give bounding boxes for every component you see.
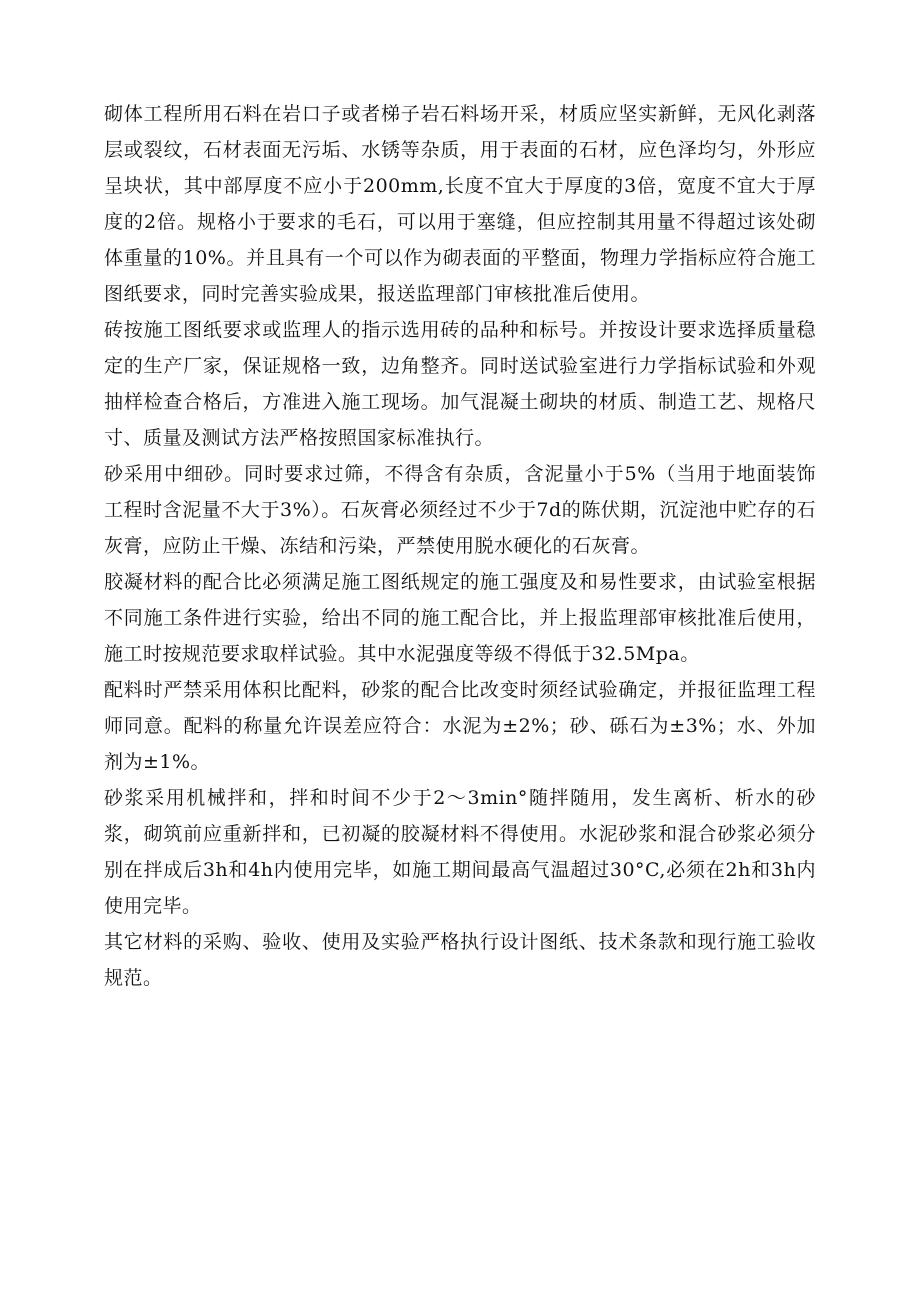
paragraph-other-materials: 其它材料的采购、验收、使用及实验严格执行设计图纸、技术条款和现行施工验收规范。 [104, 931, 816, 989]
paragraph-stone-materials: 砌体工程所用石料在岩口子或者梯子岩石料场开采，材质应坚实新鲜，无风化剥落层或裂纹，石材表面无污垢、水锈等杂质，用于表面的石材，应色泽均匀，外形应呈块状，其中部厚度不应小于200mm,长度不宜大于厚度的3倍，宽度不宜大于厚度的2倍。规格小于要求的毛石，可以用于塞缝，但应控制其用量不得超过该处砌体重量的10%。并且具有一个可以作为砌表面的平整面，物理力学指标应符合施工图纸要求，同时完善实验成果，报送监理部门审核批准后使用。 [104, 103, 816, 305]
paragraph-mortar-mixing: 砂浆采用机械拌和，拌和时间不少于2～3min°随拌随用，发生离析、析水的砂浆，砌筑前应重新拌和，已初凝的胶凝材料不得使用。水泥砂浆和混合砂浆必须分别在拌成后3h和4h内使用完毕，如施工期间最高气温超过30°C,必须在2h和3h内使用完毕。 [104, 787, 816, 917]
paragraph-cementitious-mix: 胶凝材料的配合比必须满足施工图纸规定的施工强度及和易性要求，由试验室根据不同施工条件进行实验，给出不同的施工配合比，并上报监理部审核批准后使用，施工时按规范要求取样试验。其中水泥强度等级不得低于32.5Mpa。 [104, 571, 816, 665]
paragraph-batching-tolerance: 配料时严禁采用体积比配料，砂浆的配合比改变时须经试验确定，并报征监理工程师同意。配料的称量允许误差应符合：水泥为±2%；砂、砾石为±3%；水、外加剂为±1%。 [104, 679, 816, 773]
paragraph-brick-materials: 砖按施工图纸要求或监理人的指示选用砖的品种和标号。并按设计要求选择质量稳定的生产厂家，保证规格一致，边角整齐。同时送试验室进行力学指标试验和外观抽样检查合格后，方准进入施工现场。加气混凝土砌块的材质、制造工艺、规格尺寸、质量及测试方法严格按照国家标准执行。 [104, 319, 816, 449]
document-body [104, 96, 816, 996]
paragraph-sand-lime: 砂采用中细砂。同时要求过筛，不得含有杂质，含泥量小于5%（当用于地面装饰工程时含泥量不大于3%）。石灰膏必须经过不少于7d的陈伏期，沉淀池中贮存的石灰膏，应防止干燥、冻结和污染，严禁使用脱水硬化的石灰膏。 [104, 463, 816, 557]
